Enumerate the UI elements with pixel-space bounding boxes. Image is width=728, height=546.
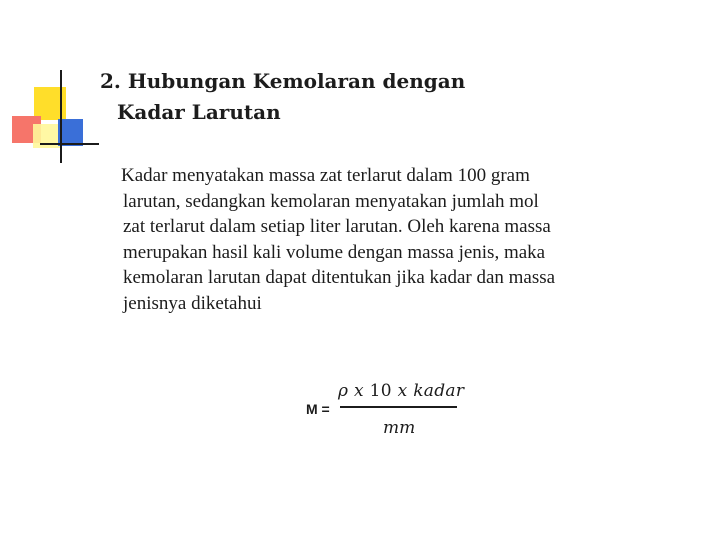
paragraph-line: larutan, sedangkan kemolaran menyatakan jumlah mol <box>123 190 539 212</box>
paragraph-line: zat terlarut dalam setiap liter larutan. Oleh karena massa <box>123 216 551 237</box>
decorative-squares-logo <box>0 0 110 170</box>
ten-value: 10 <box>369 381 392 401</box>
formula-denominator: mm <box>383 418 416 438</box>
body-paragraph <box>119 163 694 316</box>
times-symbol: x <box>397 381 408 401</box>
times-symbol: x <box>354 381 364 401</box>
paragraph-line: kemolaran larutan dapat ditentukan jika kadar dan massa <box>123 267 556 288</box>
slide-title <box>100 66 465 128</box>
paragraph-line: Kadar menyatakan massa zat terlarut dalam 100 gram <box>121 165 530 186</box>
paragraph-line: merupakan hasil kali volume dengan massa jenis, maka <box>123 241 546 263</box>
title-line-2: Kadar Larutan <box>117 100 281 124</box>
kadar-term: kadar <box>413 381 465 401</box>
vertical-line <box>60 70 62 163</box>
horizontal-line <box>40 143 99 145</box>
formula-numerator <box>338 381 464 401</box>
paragraph-line: jenisnya diketahui <box>123 292 262 314</box>
fraction-bar <box>340 406 457 408</box>
formula-label: M = <box>306 401 330 417</box>
title-line-1: 2. Hubungan Kemolaran dengan <box>100 69 466 93</box>
rho-symbol: ρ <box>338 381 349 401</box>
